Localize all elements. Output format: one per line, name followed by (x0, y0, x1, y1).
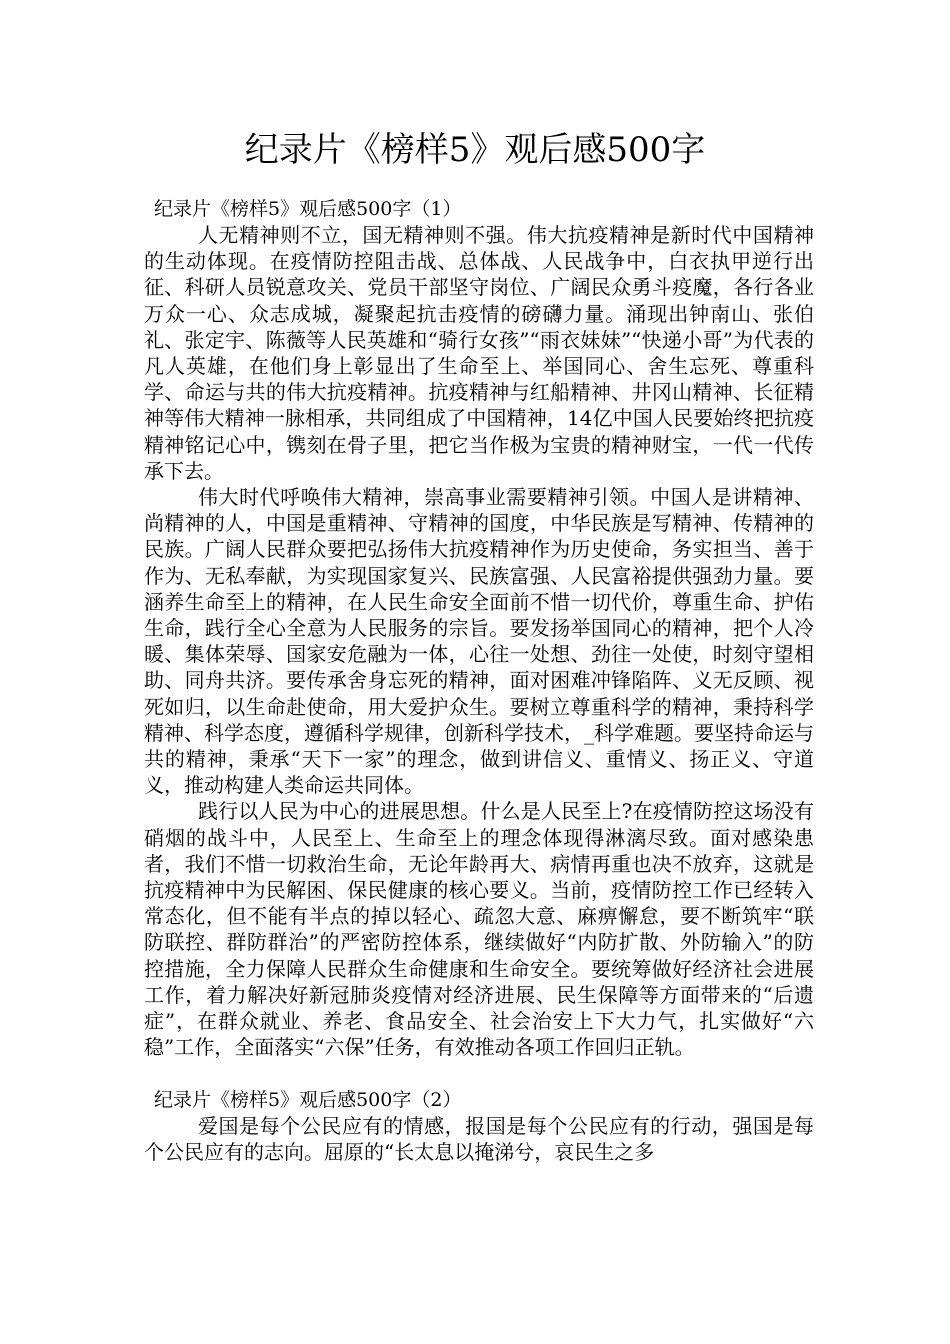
document-body (144, 196, 814, 1165)
document-title: 纪录片《榜样5》观后感500字 (244, 130, 706, 170)
section-heading: 纪录片《榜样5》观后感500字（1） (154, 198, 462, 220)
section-heading: 纪录片《榜样5》观后感500字（2） (154, 1088, 462, 1111)
paragraph: 践行以人民为中心的进展思想。什么是人民至上?在疫情防控这场没有硝烟的战斗中，人民至上、生命至上的理念体现得淋漓尽致。面对感染患者，我们不惜一切救治生命，无论年龄再大、病情再重也决不放弃，这就是抗疫精神中为民解困、保民健康的核心要义。当前，疫情防控工作已经转入常态化，但不能有半点的掉以轻心、疏忽大意、麻痹懈怠，要不断筑牢“联防联控、群防群治”的严密防控体系，继续做好“内防扩散、外防输入”的防控措施，全力保障人民群众生命健康和生命安全。要统筹做好经济社会进展工作，着力解决好新冠肺炎疫情对经济进展、民生保障等方面带来的“后遗症”，在群众就业、养老、食品安全、社会治安上下大力气，扎实做好“六稳”工作，全面落实“六保”任务，有效推动各项工作回归正轨。 (144, 799, 814, 1060)
essay-section-1 (144, 196, 814, 1061)
paragraph: 人无精神则不立，国无精神则不强。伟大抗疫精神是新时代中国精神的生动体现。在疫情防控阻击战、总体战、人民战争中，白衣执甲逆行出征、科研人员锐意攻关、党员干部坚守岗位、广阔民众勇斗疫魔，各行各业万众一心、众志成城，凝聚起抗击疫情的磅礴力量。涌现出钟南山、张伯礼、张定宇、陈薇等人民英雄和“骑行女孩”“雨衣妹妹”“快递小哥”为代表的凡人英雄，在他们身上彰显出了生命至上、举国同心、舍生忘死、尊重科学、命运与共的伟大抗疫精神。抗疫精神与红船精神、井冈山精神、长征精神等伟大精神一脉相承，共同组成了中国精神，14亿中国人民要始终把抗疫精神铭记心中，镌刻在骨子里，把它当作极为宝贵的精神财宝，一代一代传承下去。 (144, 223, 814, 483)
paragraph: 爱国是每个公民应有的情感，报国是每个公民应有的行动，强国是每个公民应有的志向。屈原的“长太息以掩涕兮，哀民生之多 (144, 1113, 814, 1164)
paragraph: 伟大时代呼唤伟大精神，崇高事业需要精神引领。中国人是讲精神、尚精神的人，中国是重精神、守精神的国度，中华民族是写精神、传精神的民族。广阔人民群众要把弘扬伟大抗疫精神作为历史使命，务实担当、善于作为、无私奉献，为实现国家复兴、民族富强、人民富裕提供强劲力量。要涵养生命至上的精神，在人民生命安全面前不惜一切代价，尊重生命、护佑生命，践行全心全意为人民服务的宗旨。要发扬举国同心的精神，把个人冷暖、集体荣辱、国家安危融为一体，心往一处想、劲往一处使，时刻守望相助、同舟共济。要传承舍身忘死的精神，面对困难冲锋陷阵、义无反顾、视死如归，以生命赴使命，用大爱护众生。要树立尊重科学的精神，秉持科学精神、科学态度，遵循科学规律，创新科学技术，_科学难题。要坚持命运与共的精神，秉承“天下一家”的理念，做到讲信义、重情义、扬正义、守道义，推动构建人类命运共同体。 (144, 485, 814, 798)
essay-section-2 (144, 1087, 814, 1165)
